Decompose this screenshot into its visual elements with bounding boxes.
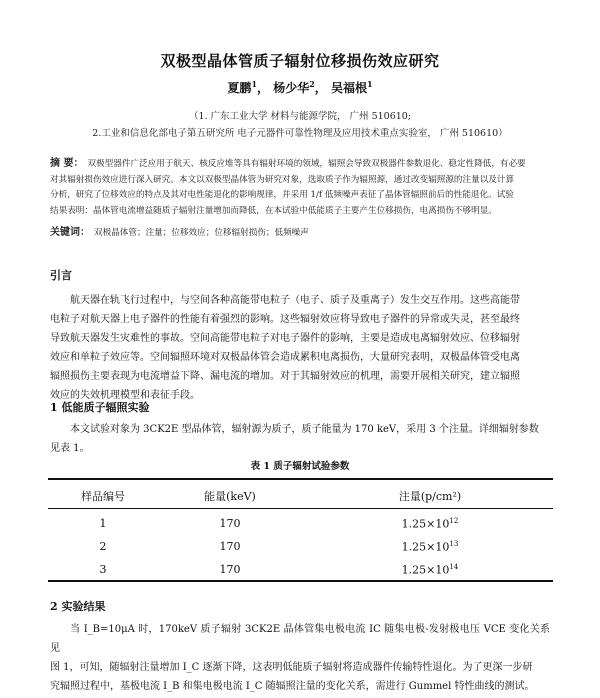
table-top-rule <box>48 478 553 480</box>
table-cell-energy: 170 <box>219 563 241 576</box>
table-cell-fluence: $1.25\times 10^{14}$ <box>401 563 459 577</box>
table-cell-fluence: $1.25\times 10^{12}$ <box>401 517 459 531</box>
affiliation-line: （1. 广东工业大学 材料与能源学院， 广州 510610; <box>188 111 412 122</box>
section-1-paragraph: 本文试验对象为 3CK2E 型晶体管，辐射源为质子，质子能量为 170 keV，采用 3 个注量。详细辐射参数 见表 1。 <box>50 424 539 454</box>
table-cell-sample: 1 <box>99 517 107 530</box>
author-mark: 1 <box>367 79 373 89</box>
author-name: 吴福根 <box>330 81 367 95</box>
paper-title: 双极型晶体管质子辐射位移损伤效应研究 <box>160 52 440 70</box>
abstract-line: 分析，研究了位移效应的特点及其对电性能退化的影响规律，并采用 1/f 低频噪声表征了晶体管辐照前后的性能退化。试验 <box>50 190 514 200</box>
intro-paragraph: 航天器在轨飞行过程中，与空间各种高能带电粒子（电子、质子及重离子）发生交互作用。这些高能带 电粒子对航天器上电子器件的性能有着强烈的影响。这些辐射效应将导致电子器件的异常或失灵，甚至最终 导致航天器发生灾难性的事故。空间高能带电粒子对电子器件的影响，主要是造成电离辐射效应、位移辐射 效应和单粒子效应等。空间辐照环境对双极晶体管会造成累积电离损伤，大量研究表明，双极晶体管受电离 辐照损伤主要表现为电流增益下降、漏电流的增加。对于其辐射效应的机理，需要开展相关研究，建立辐照 效应的失效机理模型和表征手段。 <box>50 295 520 401</box>
section-heading-1: 1 低能质子辐照实验 <box>50 401 150 414</box>
abstract-label: 摘 要： <box>50 158 84 169</box>
table-cell-sample: 2 <box>99 540 107 553</box>
keywords-text: 双极晶体管；注量；位移效应；位移辐射损伤；低频噪声 <box>94 228 309 238</box>
table-header-fluence: 注量(p/cm²) <box>398 490 462 503</box>
table-cell-fluence: $1.25\times 10^{13}$ <box>401 540 459 554</box>
table-cell-sample: 3 <box>99 563 107 576</box>
abstract-line: 对其辐射损伤效应进行深入研究。本文以双极型晶体管为研究对象，选取质子作为辐照源，通过改变辐照源的注量以及计算 <box>50 174 515 185</box>
keywords <box>50 223 550 238</box>
author-name: 杨少华 <box>273 81 310 95</box>
table-header-rule <box>48 508 553 509</box>
section-2-paragraph: 当 I_B=10μA 时，170keV 质子辐射 3CK2E 晶体管集电极电流 IC 随集电极-发射极电压 VCE 变化关系见 图 1，可知，随辐射注量增加 I_C 逐渐下降，这表明低能质子辐射将造成器件传输特性退化。为了更深一步研 究辐照过程中，基极电流 I_B 和集电极电流 I_C 随辐照注量的变化关系，需进行 Gummel 特性曲线的测试。 <box>50 624 550 692</box>
abstract-line: 结果表明：晶体管电流增益随质子辐射注量增加而降低，在本试验中低能质子主要产生位移损伤，电离损伤不够明显。 <box>50 205 497 216</box>
section-heading-intro: 引言 <box>50 269 72 282</box>
table-header-energy: 能量(keV) <box>204 490 256 503</box>
table-header-sample: 样品编号 <box>81 490 125 503</box>
table-caption: 表 1 质子辐射试验参数 <box>250 461 350 472</box>
author-list: 夏鹏$^1$， 杨少华$^2$， 吴福根$^1$ <box>227 79 373 95</box>
table-cell-energy: 170 <box>219 540 241 553</box>
abstract <box>50 156 550 219</box>
author-name: 夏鹏 <box>227 81 252 95</box>
author-mark: 1 <box>251 79 258 89</box>
author-mark: 2 <box>309 79 315 89</box>
table-bottom-rule <box>48 580 553 582</box>
affiliation-line: 2.工业和信息化部电子第五研究所 电子元器件可靠性物理及应用技术重点实验室， 广州 510610） <box>92 128 508 139</box>
section-heading-2: 2 实验结果 <box>50 600 106 613</box>
table-cell-energy: 170 <box>219 517 241 530</box>
keywords-label: 关键词： <box>50 227 90 238</box>
abstract-line: 摘 要： 双极型器件广泛应用于航天、核反应堆等具有辐射环境的领域，辐照会导致双极器件参数退化、稳定性降低，有必要 <box>50 158 526 169</box>
